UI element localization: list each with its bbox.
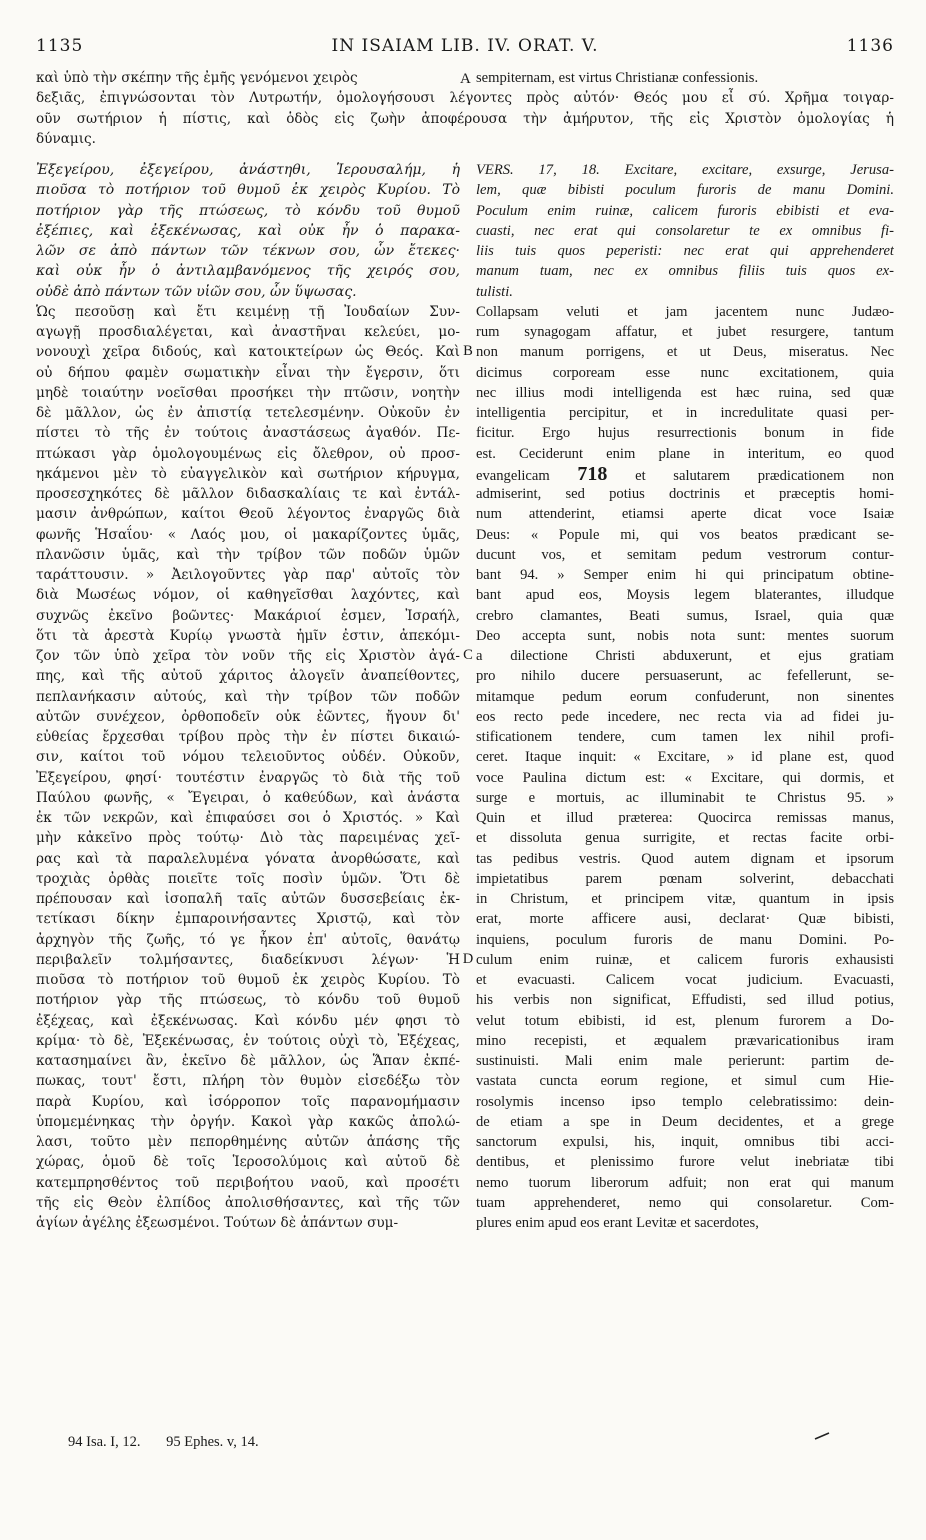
latin-line: voce Paulina dictum est: « Excitare, qui dormis, et <box>476 769 894 786</box>
footnote-94: 94 Isa. I, 12. <box>68 1434 141 1450</box>
latin-line: ficitur. Ergo hujus resurrectionis bonum in fide <box>476 425 894 442</box>
latin-line: plures enim apud eos erant Levitæ et sacerdotes, <box>476 1215 759 1231</box>
latin-line: non manum porrigens, et ut Deus, miseratus. Nec <box>476 344 894 361</box>
greek-line: μασιν ἀνθρώπων, καίτοι Θεοῦ λέγοντος ἐναργῶς διὰ <box>36 506 460 523</box>
greek-line: Παύλου φωνῆς, « Ἔγειραι, ὁ καθεύδων, καὶ ἀνάστα <box>36 789 460 806</box>
latin-line: tulisti. <box>476 283 513 300</box>
greek-line: δὲ μᾶλλον, ὡς ἐν ἀπιστίᾳ τετελεσμένην. Οὐκοῦν ἐν <box>36 405 460 421</box>
greek-line: αὐτῶν συνέχεον, ὀρθοποδεῖν οὐκ ἐῶντες, ἤγουν δι' <box>36 708 460 725</box>
greek-line: χώρας, ὁμοῦ δὲ τοῖς Ἱεροσολύμοις καὶ αὐτοῦ δὲ <box>36 1154 460 1171</box>
latin-line: rum synagogam affatur, et jubet resurgere, tantum <box>476 324 894 340</box>
latin-line: est. Ceciderunt enim plane in interitum, eo quod <box>476 445 894 462</box>
greek-line: πιοῦσα τὸ ποτήριον τοῦ θυμοῦ ἐκ χειρὸς Κυρίου. Τὸ <box>36 972 460 988</box>
greek-line: ρας καὶ τὰ παραλελυμένα γόνατα ἀνορθώσατε, καὶ <box>36 850 460 867</box>
running-title: IN ISAIAM LIB. IV. ORAT. V. <box>331 36 599 56</box>
latin-line: et evacuasti. Calicem vocat judicium. Evacuasti, <box>476 972 894 988</box>
latin-line: tuam apprehenderet, nemo qui consolaretur. Com- <box>476 1194 894 1211</box>
page-number-left: 1135 <box>36 36 84 56</box>
latin-line: tas pedibus vestris. Quod autem dignam et ipsorum <box>476 850 894 867</box>
margin-marker-a: A <box>460 71 471 87</box>
margin-marker-d: D <box>462 950 474 967</box>
greek-line: διὰ Μωσέως νόμον, οἱ καθηγεῖσθαι λαχόντες, καὶ <box>36 587 460 604</box>
greek-line: ὅτι τὰ ἀρεστὰ Κυρίῳ γνωστὰ ἡμῖν ἐστιν, ἀπεκόμι- <box>36 627 460 644</box>
greek-line: ὑπομεμένηκας τὴν ὀργήν. Κακοὶ γὰρ κακῶς ἀπολώ- <box>36 1113 460 1130</box>
greek-line: πωκας, τουτ' ἔστι, πλήρη τὸν θυμὸν εἰσεδέξω τὸν <box>36 1073 460 1090</box>
latin-line: dicimus corpoream esse nunc excitationem, quia <box>476 364 894 381</box>
greek-line: ἁγίων ἀγέλης ἐξεωσμένοι. Τούτων δὲ ἁπάντων συμ- <box>36 1215 399 1231</box>
column-number-marker: 718 <box>577 463 608 484</box>
latin-line: culum enim ruinæ, et calicem furoris exhausisti <box>476 951 894 968</box>
greek-line: μὴν κἀκεῖνο πρὸς τούτῳ· Διὸ τὰς παρειμένας χεῖ- <box>36 830 460 847</box>
greek-line: οὐ δήπου φαμὲν σωματικὴν εἶναι τὴν ἔγερσιν, ὅτι <box>36 364 460 381</box>
greek-line: ἐξέπιες, καὶ ἐξεκένωσας, καὶ οὐκ ἦν ὁ παρακα- <box>36 222 460 239</box>
greek-line: κατασημαίνει ἂν, ἐκεῖνο δὲ μᾶλλον, ὡς Ἅπαν ἐκπέ- <box>36 1053 460 1069</box>
greek-line: Ἐξεγείρου, φησί· τουτέστιν ἐναργῶς τὸ διὰ τῆς τοῦ <box>36 769 460 786</box>
latin-line: inquiens, poculum furoris de manu Domini. Po- <box>476 931 894 948</box>
greek-line: φωνῆς Ἡσαΐου· « Λαός μου, οἱ μακαρίζοντες ὑμᾶς, <box>36 526 460 543</box>
latin-line: sustinuisti. Mali enim male perierunt: partim de- <box>476 1053 894 1069</box>
latin-line: stificationem tendere, cum tamen lex nihil profi- <box>476 729 894 745</box>
latin-line: bant 94. » Semper enim hi qui principatum obtine- <box>476 567 894 583</box>
margin-marker-b: B <box>463 343 473 360</box>
page-number-right: 1136 <box>846 36 894 56</box>
greek-line: ἐξέχεας, καὶ ἐξεκένωσας. Καὶ κόνδυ μέν φησι τὸ <box>36 1012 460 1029</box>
latin-line: pro nihilo ducere persuaserunt, ac fefellerunt, se- <box>476 668 894 685</box>
greek-line: ἐκ τῶν νεκρῶν, καὶ ἐπιφαύσει σοι ὁ Χριστός. » Καὶ <box>36 810 460 826</box>
latin-line: et dissoluta genua surrigite, et rectas facite orbi- <box>476 830 894 847</box>
latin-line: vastata cuncta eorum regione, et simul cum Hie- <box>476 1073 894 1090</box>
greek-line: τῆς εἰς Θεὸν ἐλπίδος ἀπολισθήσαντες, καὶ τῆς τῶν <box>36 1194 460 1211</box>
latin-line: crebro clamantes, Beati sumus, Israel, quia quæ <box>476 607 894 624</box>
greek-line: σιν, καίτοι τοῦ νόμου τελειοῦντος οὐδέν. Οὐκοῦν, <box>36 749 460 766</box>
ink-mark <box>814 1432 830 1440</box>
greek-line: συχνῶς ἐκεῖνο βοῶντες· Μακάριοί ἐσμεν, Ἰσραήλ, <box>36 607 460 624</box>
latin-line: mino recepisti, et æqualem prævaricationibus iram <box>476 1032 894 1049</box>
top-line-1 <box>36 68 894 88</box>
margin-marker-c: C <box>463 647 473 663</box>
latin-line: ducunt vos, et semitam pedum vestrorum contur- <box>476 546 894 563</box>
latin-line: nemo tuorum liberorum adfuit; non erat qui manum <box>476 1174 894 1191</box>
greek-line: πρέπουσαν καὶ ἰσοπαλῆ ταῖς αὐτῶν δυσσεβείαις ἐκ- <box>36 891 460 907</box>
latin-line: eos recto pede incedere, nec recta via ad fidei ju- <box>476 708 894 725</box>
latin-line: ceret. Itaque inquit: « Excitare, » id plane est, quod <box>476 749 894 766</box>
greek-line: πτώκασι γὰρ ὁμολογουμένως εἰς ὄλεθρον, οὐ προσ- <box>36 445 460 462</box>
latin-column <box>476 160 894 1233</box>
greek-line: μηδὲ τοιαύτην νοεῖσθαι προσήκει τὴν πτῶσιν, νοητὴν <box>36 384 460 401</box>
greek-line: προσεσχηκότες δὲ μᾶλλον διδασκαλίαις τε καὶ ἐντάλ- <box>36 486 460 502</box>
top-line-2: δεξιᾶς, ἐπιγνώσονται τὸν Λυτρωτήν, ὁμολογήσουσι λέγοντες πρὸς αὐτόν· Θεός μου εἶ σύ. Χρῆμα τοιγαρ- <box>36 90 894 107</box>
greek-line: κατεμπρησθέντος τοῦ περιβοήτου ναοῦ, καὶ προσέτι <box>36 1174 460 1191</box>
latin-line: Poculum enim ruinæ, calicem furoris ebibisti et eva- <box>476 202 894 219</box>
latin-line: de etiam a spe in Deum decidentes, et a grege <box>476 1113 894 1130</box>
latin-line: dentibus, et plenissimo furore velut inebriatæ tibi <box>476 1154 894 1171</box>
latin-line: liis tuis quos peperisti: nec erat qui apprehenderet <box>476 243 894 259</box>
footnote-95: 95 Ephes. v, 14. <box>166 1434 259 1450</box>
greek-line: καὶ οὐκ ἦν ὁ ἀντιλαμβανόμενος τῆς χειρός σου, <box>36 263 460 280</box>
latin-line: bant apud eos, Moysis legem blaterantes, illudque <box>476 587 894 604</box>
greek-line: ἀρχηγὸν τῆς ζωῆς, τό γε ἧκον ἐπ' αὐτοῖς, θανάτῳ <box>36 931 460 948</box>
greek-line: ποτήριον γὰρ τῆς πτώσεως, τὸ κόνδυ τοῦ θυμοῦ <box>36 992 460 1009</box>
greek-line: αγωγῇ προσδιαλέγεται, καὶ ἀναστῆναι κελεύει, μο- <box>36 324 460 340</box>
latin-line: his verbis non significat, Effudisti, sed illud potius, <box>476 992 894 1009</box>
top-line-3: οῦν σωτήριον ἡ πίστις, καὶ ὁδὸς εἰς ζωὴν ἀποφέρουσα τὴν ἀμήρυτον, τῆς εἰς Χριστὸν ὁμολογίας ἡ <box>36 110 894 127</box>
latin-line: num attenderint, etiamsi aperte dicat voce Isaiæ <box>476 506 894 523</box>
greek-line: πιοῦσα τὸ ποτήριον τοῦ θυμοῦ ἐκ χειρὸς Κυρίου. Τὸ <box>36 182 460 199</box>
top-continuation-block <box>36 68 894 149</box>
latin-line: manum tuam, nec ex omnibus filiis tuis quos ex- <box>476 263 894 280</box>
latin-line: mitamque pedum eorum confuderunt, non sinentes <box>476 688 894 705</box>
greek-line: πεπλανήκασιν αὐτούς, καὶ τὴν τρίβον τῶν ποδῶν <box>36 688 460 705</box>
greek-line: Ὡς πεσοῦσῃ καὶ ἔτι κειμένῃ τῇ Ἰουδαίων Συν- <box>36 303 460 320</box>
latin-line: Collapsam veluti et jam jacentem nunc Judæo- <box>476 303 894 320</box>
greek-line: πίστει τὸ τῆς ἐν τούτοις ἀναστάσεως ἀγαθόν. Πε- <box>36 425 460 442</box>
greek-column <box>36 160 460 1233</box>
greek-line: ταράττουσιν. » Ἀειλογοῦντες γὰρ παρ' αὐτοῖς τὸν <box>36 567 460 583</box>
greek-line: λασι, τοῦτο μὲν πεπορθημένης αὐτῶν ἁπάσης τῆς <box>36 1134 460 1150</box>
greek-line: περιβαλεῖν τολμήσαντες, διαδείκνυσι λέγων· Ἡ <box>36 951 460 968</box>
greek-line: οὐδὲ ἀπὸ πάντων τῶν υἱῶν σου, ὧν ὕψωσας. <box>36 283 357 300</box>
greek-line: ζον τῶν ὑπὸ χεῖρα τὸν νοῦν τῆς εἰς Χριστὸν ἀγά- <box>36 648 460 664</box>
greek-line: πλανῶσιν ὑμᾶς, καὶ τὴν τρίβον τῶν ποδῶν ὑμῶν <box>36 546 460 563</box>
latin-line: lem, quæ bibisti poculum furoris de manu Domini. <box>476 182 894 199</box>
greek-line: ηκάμενοι μὲν τὸ εὐαγγελικὸν καὶ σωτήριον κήρυγμα, <box>36 465 460 482</box>
latin-line: admiserint, sed potius doctrinis et præceptis homi- <box>476 486 894 502</box>
greek-line: παρὰ Κυρίου, καὶ ἰσόρροπον τοῖς παρανομήμασιν <box>36 1093 460 1110</box>
latin-line: rosolymis incenso ipso templo celebratissimo: dein- <box>476 1093 894 1110</box>
greek-line: λῶν σε ἀπὸ πάντων τῶν τέκνων σου, ὧν ἔτεκες· <box>36 243 460 259</box>
greek-line: τροχιὰς ὀρθὰς ποιεῖτε τοῖς ποσὶν ὑμῶν. Ὅτι δὲ <box>36 870 460 887</box>
latin-line: erat, morte afficere ausi, declarat· Quæ bibisti, <box>476 911 894 928</box>
latin-line: in Christum, et principem vitæ, quantum in ipsis <box>476 891 894 907</box>
latin-line: impietatibus parem pœnam solverint, debacchati <box>476 870 894 887</box>
footnotes <box>68 1434 281 1451</box>
latin-line: Deo accepta sunt, nobis nota sunt: mentes suorum <box>476 627 894 644</box>
greek-line: πης, καὶ τῆς αὐτοῦ χάριτος ἀλογεῖν ἀναπείθοντες, <box>36 668 460 685</box>
latin-line: Deus: « Popule mi, qui vos beatos prædicant se- <box>476 526 894 543</box>
latin-line: intelligentia percipitur, et in incredulitate quasi per- <box>476 405 894 421</box>
latin-line: a dilectione Christi abduxerunt, et ejus gratiam <box>476 648 894 664</box>
greek-line: κρίμα· τὸ δὲ, Ἐξεκένωσας, ἐν τούτοις οὐχὶ τὸ, Ἐξέχεας, <box>36 1032 460 1049</box>
latin-line: sanctorum expulsi, his, inquit, omnibus tibi acci- <box>476 1134 894 1150</box>
greek-line: τετίκασι δίκην ἐμπαροινήσαντες Χριστῷ, καὶ τὸν <box>36 911 460 928</box>
latin-line: evangelicam 718 et salutarem prædicationem non <box>476 463 894 484</box>
greek-line: Ἐξεγείρου, ἐξεγείρου, ἀνάστηθι, Ἱερουσαλήμ, ἡ <box>36 162 460 178</box>
greek-line: εὐθείας ἔρχεσθαι τρίβου πρὸς τὴν ἐν πίστει δικαιώ- <box>36 729 460 745</box>
latin-line: VERS. 17, 18. Excitare, excitare, exsurge, Jerusa- <box>476 162 894 178</box>
greek-line: ποτήριον γὰρ τῆς πτώσεως, τὸ κόνδυ τοῦ θυμοῦ <box>36 202 460 219</box>
latin-line: nec illius modi intelligenda est hæc ruina, sed quæ <box>476 384 894 401</box>
page-header <box>36 36 894 62</box>
latin-line: cuasti, nec erat qui consolaretur te ex omnibus fi- <box>476 222 894 239</box>
top-line-4: δύναμις. <box>36 130 96 147</box>
latin-line: surge e mortuis, ac illuminabit te Christus 95. » <box>476 789 894 806</box>
greek-line: νονουχὶ χεῖρα διδούς, καὶ κατοικτείρων ὡς Θεός. Καὶ <box>36 344 460 361</box>
top-line-1-greek: καὶ ὑπὸ τὴν σκέπην τῆς ἐμῆς γενόμενοι χειρὸς <box>36 70 358 86</box>
latin-line: Quin et illud præterea: Quocirca remissas manus, <box>476 810 894 826</box>
latin-line: velut totum ebibisti, id est, plenum furorem a Do- <box>476 1012 894 1029</box>
top-line-1-latin: sempiternam, est virtus Christianæ confessionis. <box>476 70 759 86</box>
